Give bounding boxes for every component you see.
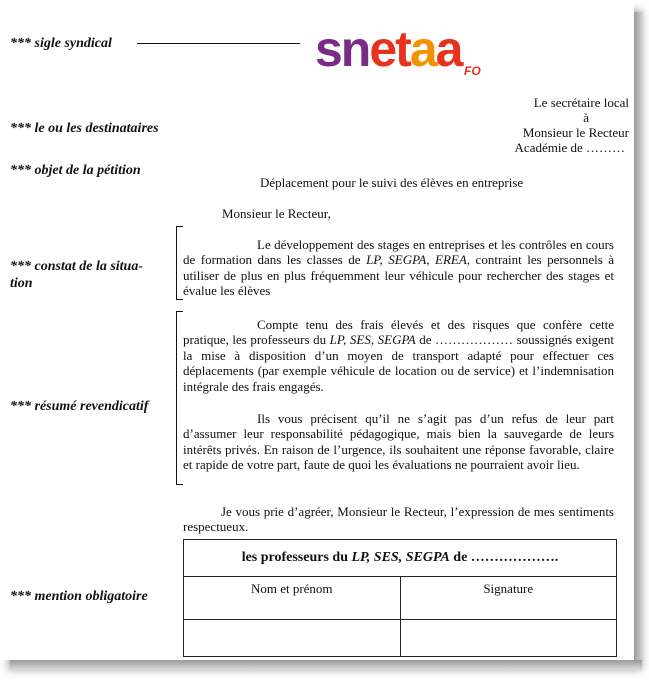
address-line: Le secrétaire local [533,95,629,110]
address-line: à [583,110,589,125]
bracket-constat [176,226,183,300]
signature-cell[interactable] [400,620,617,657]
column-signature-header: Signature [400,577,617,620]
label-resume: *** résumé revendicatif [10,399,149,414]
address-line: Monsieur le Recteur [522,125,629,140]
logo-fo-text: FO [464,64,481,76]
label-sigle: *** sigle syndical [10,36,112,51]
label-constat: *** constat de la situa- tion [10,259,144,291]
label-destinataires: *** le ou les destinataires [10,121,159,136]
paragraph-demande: Compte tenu des frais élevés et des risques que confère cette pratique, les professeurs du LP, SES, SEGPA de ……………… soussignés exigent la mise à disposition d’un moyen de transport adapté pour effectuer ces déplacements (par exemple véhicule de location ou de service) et l’indemnisation intégrale des frais engagés. [183,317,614,394]
paragraph-constat: Le développement des stages en entreprises et les contrôles en cours de formation dans les classes de LP, SEGPA, EREA, contraint les personnels à utiliser de plus en plus fréquemment leur véhicule pour rechercher des stages et évalue les élèves [183,237,615,299]
salutation: Monsieur le Recteur, [222,206,331,221]
address-block [515,95,629,155]
label-objet: *** objet de la pétition [10,163,141,178]
paragraph-precision: Ils vous précisent qu’il ne s’agit pas d’un refus de leur part d’assumer leur responsabilité pédagogique, mais bien la sauvegarde de leurs intérêts privés. En raison de l’urgence, ils souhaitent une réponse favorable, claire et rapide de votre part, faute de quoi les évaluations ne pourraient avoir lieu. [183,411,614,473]
name-cell[interactable] [184,620,401,657]
snetaa-logo [313,22,489,76]
page-shadow-bottom [10,660,642,670]
sigle-rule [137,43,300,44]
label-mention: *** mention obligatoire [10,589,148,604]
signature-table [183,539,617,657]
svg-text:snetaa: snetaa [315,22,462,76]
bracket-resume [176,311,183,485]
subject-line: Déplacement pour le suivi des élèves en entreprise [260,175,524,190]
page-shadow-right [634,12,643,666]
address-line: Académie de ……… [514,140,625,155]
signature-table-header: les professeurs du LP, SES, SEGPA de ………………. [184,540,617,577]
closing-formula: Je vous prie d’agréer, Monsieur le Recteur, l’expression de mes sentiments respectueux. [183,504,614,535]
column-name-header: Nom et prénom [184,577,401,620]
